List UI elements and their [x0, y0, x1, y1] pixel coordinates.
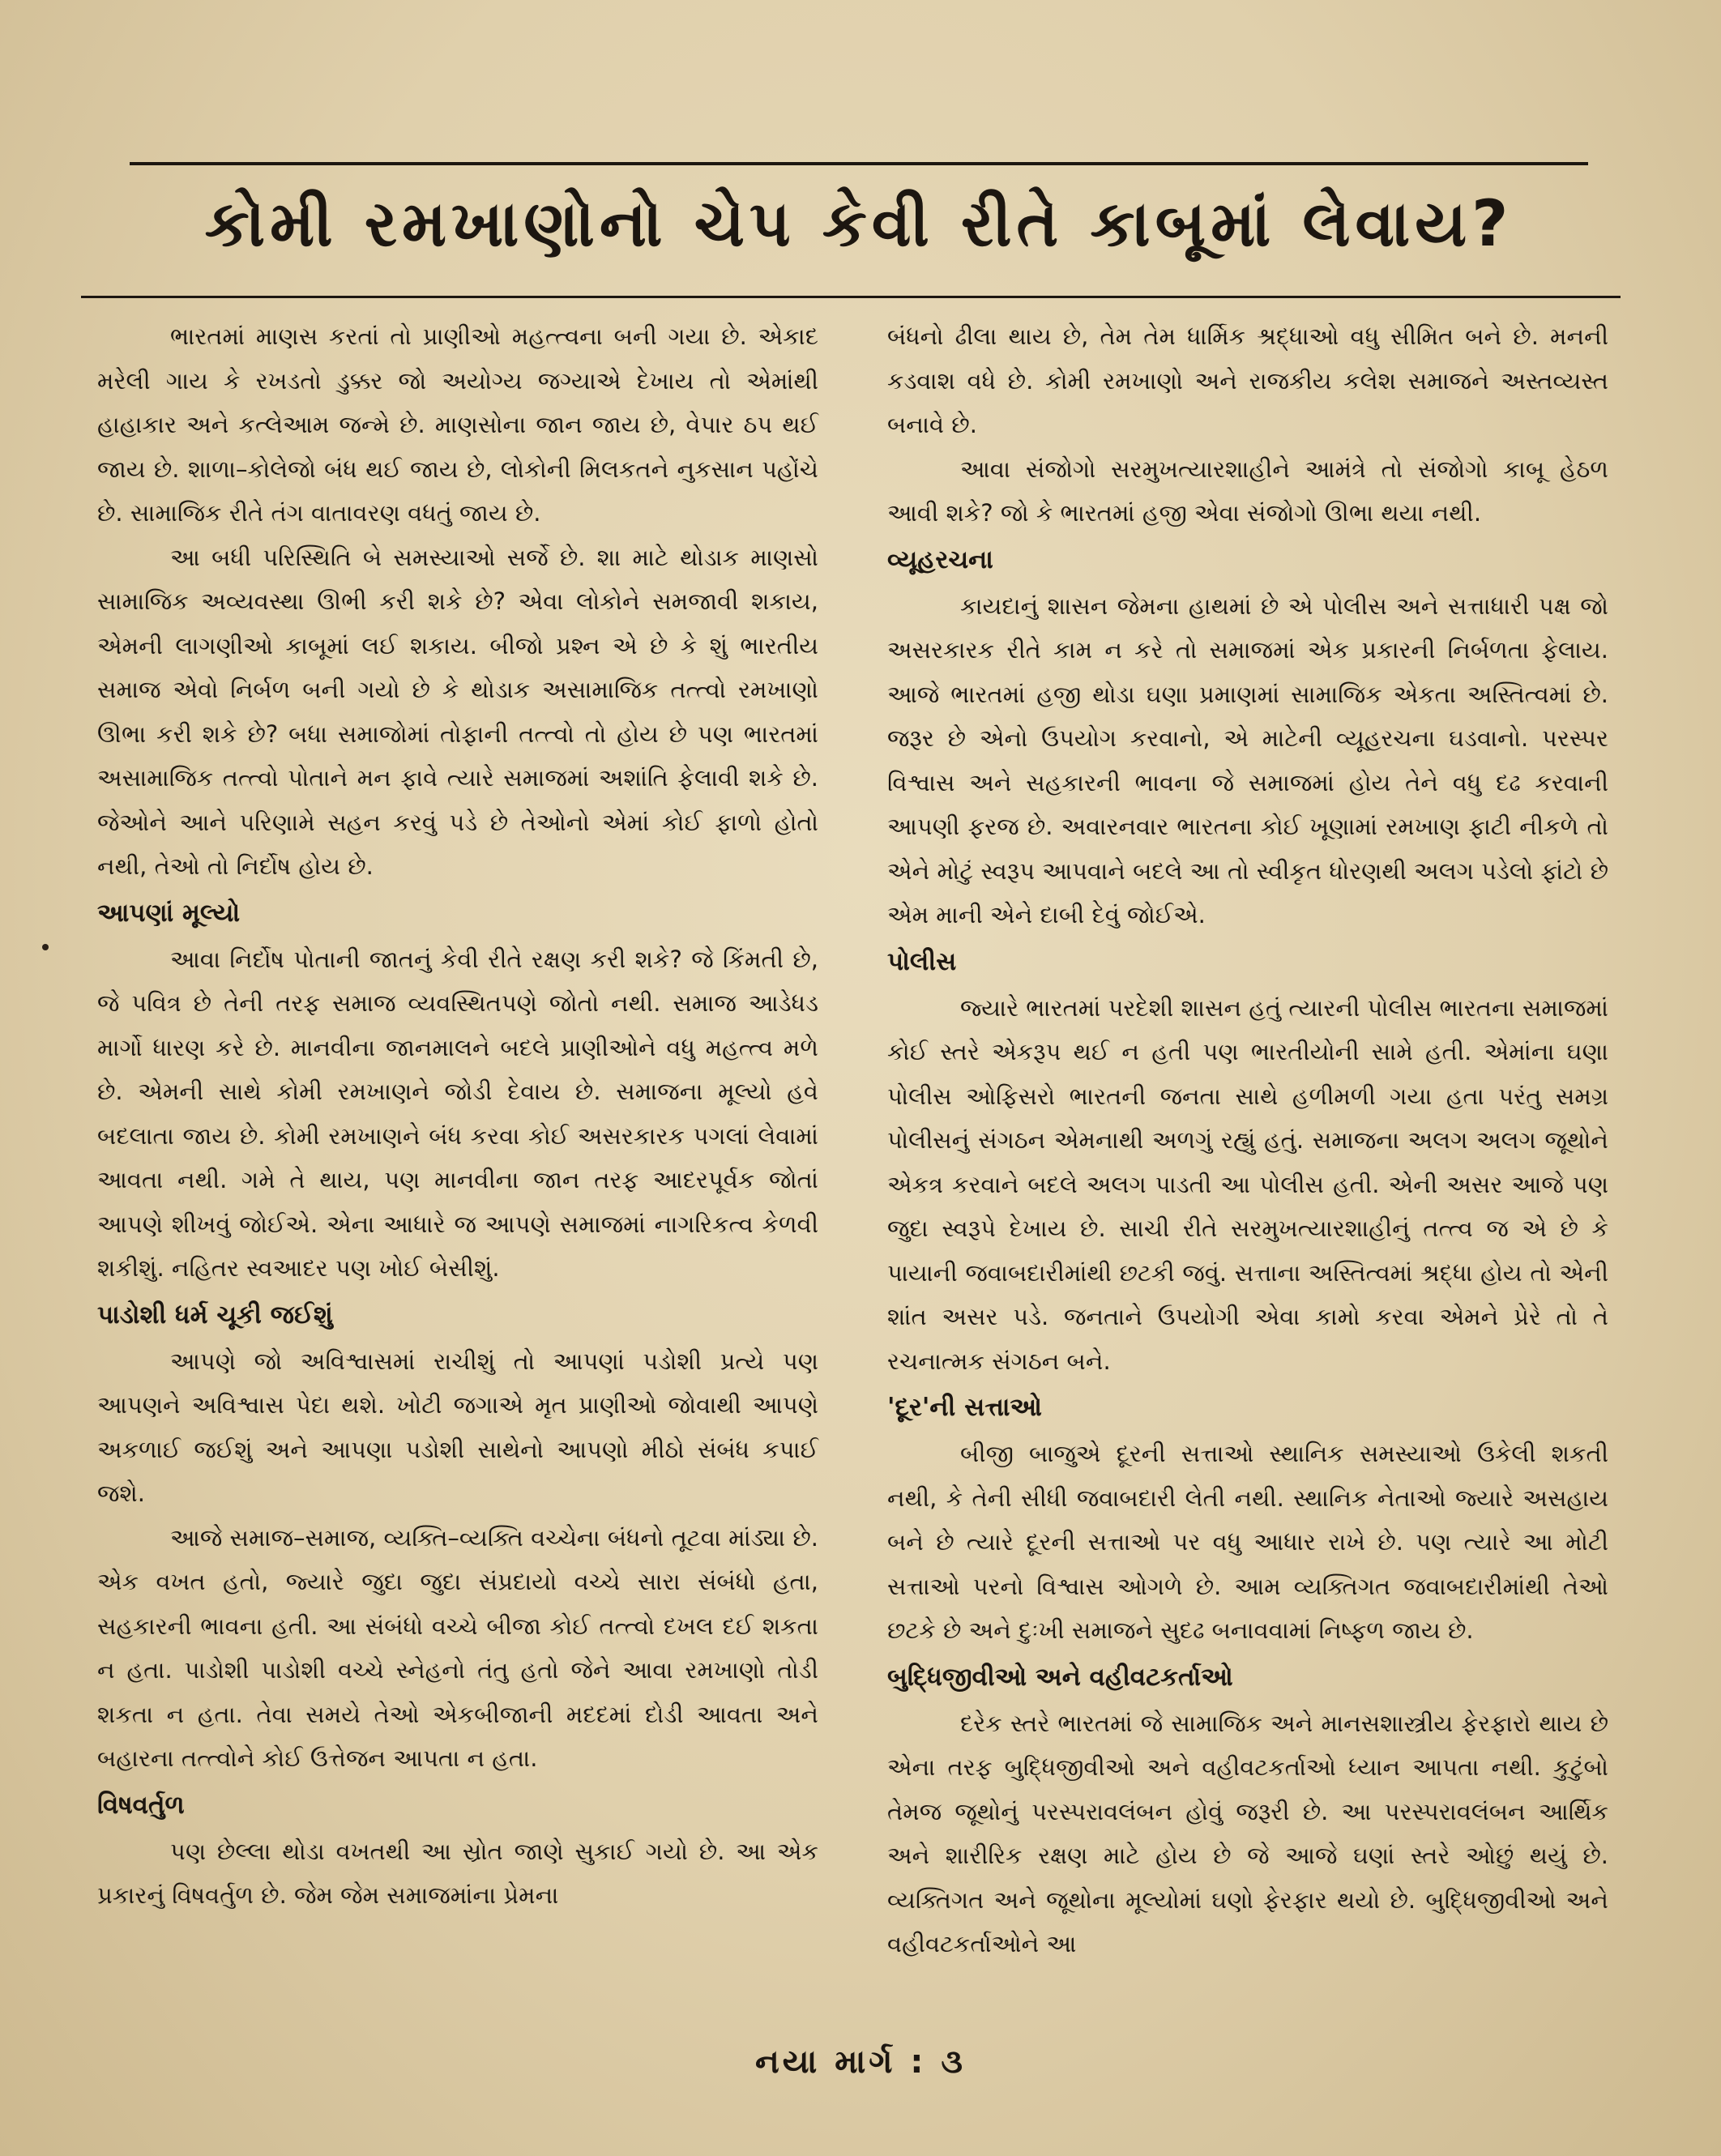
section-heading: વિષવર્તુળ: [97, 1790, 185, 1820]
top-rule: [130, 162, 1588, 165]
right-column: [887, 314, 1608, 1966]
paragraph: આપણે જો અવિશ્વાસમાં રાચીશું તો આપણાં પડોશી પ્રત્યે પણ આપણને અવિશ્વાસ પેદા થશે. ખોટી જગાએ મૃત પ્રાણીઓ જોવાથી આપણે અકળાઈ જઈશું અને આપણા પડોશી સાથેનો આપણો મીઠો સંબંધ કપાઈ જશે.: [97, 1347, 818, 1507]
paragraph: બંધનો ઢીલા થાય છે, તેમ તેમ ધાર્મિક શ્રદ્ધાઓ વધુ સીમિત બને છે. મનની કડવાશ વધે છે. કોમી રમખાણો અને રાજકીય કલેશ સમાજને અસ્તવ્યસ્ત બનાવે છે.: [887, 322, 1608, 438]
paragraph: આજે સમાજ–સમાજ, વ્યક્તિ–વ્યક્તિ વચ્ચેના બંધનો તૂટવા માંડ્યા છે. એક વખત હતો, જ્યારે જુદા જુદા સંપ્રદાયો વચ્ચે સારા સંબંધો હતા, સહકારની ભાવના હતી. આ સંબંધો વચ્ચે બીજા કોઈ તત્ત્વો દખલ દઈ શકતા ન હતા. પાડોશી પાડોશી વચ્ચે સ્નેહનો તંતુ હતો જેને આવા રમખાણો તોડી શકતા ન હતા. તેવા સમયે તેઓ એકબીજાની મદદમાં દોડી આવતા અને બહારના તત્ત્વોને કોઈ ઉત્તેજન આપતા ન હતા.: [97, 1523, 818, 1772]
page-footer: નયા માર્ગ : ૩: [754, 2043, 966, 2081]
section-heading: પોલીસ: [887, 946, 957, 976]
title-underline: [81, 296, 1621, 298]
section-heading: બુદ્ધિજીવીઓ અને વહીવટકર્તાઓ: [887, 1662, 1233, 1692]
paragraph: આવા નિર્દોષ પોતાની જાતનું કેવી રીતે રક્ષણ કરી શકે? જે કિંમતી છે, જે પવિત્ર છે તેની તરફ સમાજ વ્યવસ્થિતપણે જોતો નથી. સમાજ આડેધડ માર્ગો ધારણ કરે છે. માનવીના જાનમાલને બદલે પ્રાણીઓને વધુ મહત્ત્વ મળે છે. એમની સાથે કોમી રમખાણને જોડી દેવાય છે. સમાજના મૂલ્યો હવે બદલાતા જાય છે. કોમી રમખાણને બંધ કરવા કોઈ અસરકારક પગલાં લેવામાં આવતા નથી. ગમે તે થાય, પણ માનવીના જાન તરફ આદરપૂર્વક જોતાં આપણે શીખવું જોઈએ. એના આધારે જ આપણે સમાજમાં નાગરિકત્વ કેળવી શકીશું. નહિતર સ્વઆદર પણ ખોઈ બેસીશું.: [97, 945, 818, 1282]
paragraph: ભારતમાં માણસ કરતાં તો પ્રાણીઓ મહત્ત્વના બની ગયા છે. એકાદ મરેલી ગાય કે રખડતો ડુક્કર જો અયોગ્ય જગ્યાએ દેખાય તો એમાંથી હાહાકાર અને કત્લેઆમ જન્મે છે. માણસોના જાન જાય છે, વેપાર ઠપ થઈ જાય છે. શાળા–કોલેજો બંધ થઈ જાય છે, લોકોની મિલકતને નુકસાન પહોંચે છે. સામાજિક રીતે તંગ વાતાવરણ વધતું જાય છે.: [97, 322, 818, 527]
paragraph: દરેક સ્તરે ભારતમાં જે સામાજિક અને માનસશાસ્ત્રીય ફેરફારો થાય છે એના તરફ બુદ્ધિજીવીઓ અને વહીવટકર્તાઓ ધ્યાન આપતા નથી. કુટુંબો તેમજ જૂથોનું પરસ્પરાવલંબન હોવું જરૂરી છે. આ પરસ્પરાવલંબન આર્થિક અને શારીરિક રક્ષણ માટે હોય છે જે આજે ઘણાં સ્તરે ઓછું થયું છે. વ્યક્તિગત અને જૂથોના મૂલ્યોમાં ઘણો ફેરફાર થયો છે. બુદ્ધિજીવીઓ અને વહીવટકર્તાઓને આ: [887, 1709, 1608, 1957]
section-heading: પાડોશી ધર્મ ચૂકી જઈશું: [97, 1300, 333, 1330]
paragraph: પણ છેલ્લા થોડા વખતથી આ સ્રોત જાણે સુકાઈ ગયો છે. આ એક પ્રકારનું વિષવર્તુળ છે. જેમ જેમ સમાજમાંના પ્રેમના: [97, 1837, 818, 1909]
paragraph: બીજી બાજુએ દૂરની સત્તાઓ સ્થાનિક સમસ્યાઓ ઉકેલી શકતી નથી, કે તેની સીધી જવાબદારી લેતી નથી. સ્થાનિક નેતાઓ જ્યારે અસહાય બને છે ત્યારે દૂરની સત્તાઓ પર વધુ આધાર રાખે છે. પણ ત્યારે આ મોટી સત્તાઓ પરનો વિશ્વાસ ઓગળે છે. આમ વ્યક્તિગત જવાબદારીમાંથી તેઓ છટકે છે અને દુઃખી સમાજને સુદઢ બનાવવામાં નિષ્ફળ જાય છે.: [887, 1440, 1608, 1644]
section-heading: આપણાં મૂલ્યો: [97, 898, 241, 928]
article-title: કોમી રમખાણોનો ચેપ કેવી રીતે કાબૂમાં લેવાય?: [204, 188, 1514, 261]
left-column: [97, 314, 818, 1918]
paragraph: કાયદાનું શાસન જેમના હાથમાં છે એ પોલીસ અને સત્તાધારી પક્ષ જો અસરકારક રીતે કામ ન કરે તો સમાજમાં એક પ્રકારની નિર્બળતા ફેલાય. આજે ભારતમાં હજી થોડા ઘણા પ્રમાણમાં સામાજિક એકતા અસ્તિત્વમાં છે. જરૂર છે એનો ઉપયોગ કરવાનો, એ માટેની વ્યૂહરચના ઘડવાનો. પરસ્પર વિશ્વાસ અને સહકારની ભાવના જે સમાજમાં હોય તેને વધુ દઢ કરવાની આપણી ફરજ છે. અવારનવાર ભારતના કોઈ ખૂણામાં રમખાણ ફાટી નીકળે તો એને મોટું સ્વરૂપ આપવાને બદલે આ તો સ્વીકૃત ધોરણથી અલગ પડેલો ફાંટો છે એમ માની એને દાબી દેવું જોઈએ.: [887, 591, 1608, 929]
section-heading: 'દૂર'ની સત્તાઓ: [887, 1393, 1042, 1422]
section-heading: વ્યૂહરચના: [887, 544, 993, 574]
paragraph: જ્યારે ભારતમાં પરદેશી શાસન હતું ત્યારની પોલીસ ભારતના સમાજમાં કોઈ સ્તરે એકરૂપ થઈ ન હતી પણ ભારતીયોની સામે હતી. એમાંના ઘણા પોલીસ ઓફિસરો ભારતની જનતા સાથે હળીમળી ગયા હતા પરંતુ સમગ્ર પોલીસનું સંગઠન એમનાથી અળગું રહ્યું હતું. સમાજના અલગ અલગ જૂથોને એકત્ર કરવાને બદલે અલગ પાડતી આ પોલીસ હતી. એની અસર આજે પણ જુદા સ્વરૂપે દેખાય છે. સાચી રીતે સરમુખત્યારશાહીનું તત્ત્વ જ એ છે કે પાયાની જવાબદારીમાંથી છટકી જવું. સત્તાના અસ્તિત્વમાં શ્રદ્ધા હોય તો એની શાંત અસર પડે. જનતાને ઉપયોગી એવા કામો કરવા એમને પ્રેરે તો તે રચનાત્મક સંગઠન બને.: [887, 993, 1608, 1375]
paragraph: આવા સંજોગો સરમુખત્યારશાહીને આમંત્રે તો સંજોગો કાબૂ હેઠળ આવી શકે? જો કે ભારતમાં હજી એવા સંજોગો ઊભા થયા નથી.: [887, 455, 1608, 527]
paragraph: આ બધી પરિસ્થિતિ બે સમસ્યાઓ સર્જે છે. શા માટે થોડાક માણસો સામાજિક અવ્યવસ્થા ઊભી કરી શકે છે? એવા લોકોને સમજાવી શકાય, એમની લાગણીઓ કાબૂમાં લઈ શકાય. બીજો પ્રશ્ન એ છે કે શું ભારતીય સમાજ એવો નિર્બળ બની ગયો છે કે થોડાક અસામાજિક તત્ત્વો રમખાણો ઊભા કરી શકે છે? બધા સમાજોમાં તોફાની તત્ત્વો તો હોય છે પણ ભારતમાં અસામાજિક તત્ત્વો પોતાને મન ફાવે ત્યારે સમાજમાં અશાંતિ ફેલાવી શકે છે. જેઓને આને પરિણામે સહન કરવું પડે છે તેઓનો એમાં કોઈ ફાળો હોતો નથી, તેઓ તો નિર્દોષ હોય છે.: [97, 543, 818, 880]
margin-dot: [42, 944, 49, 950]
